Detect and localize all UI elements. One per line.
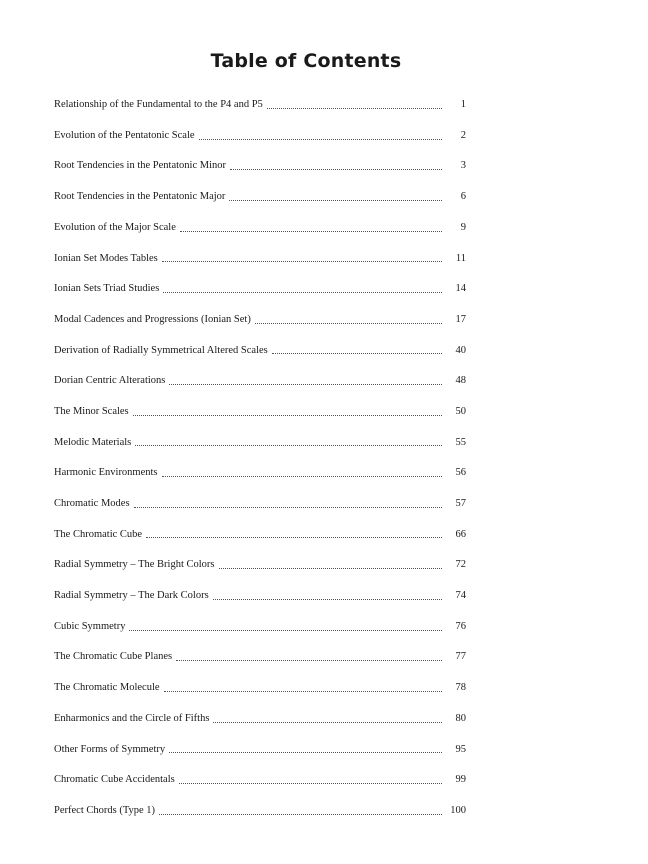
toc-entry (54, 765, 466, 796)
toc-entry (54, 182, 466, 213)
toc-entry-page: 3 (460, 160, 466, 172)
toc-entry-title: Root Tendencies in the Pentatonic Major (54, 191, 226, 203)
toc-entry-page: 6 (460, 191, 466, 203)
toc-entry (54, 428, 466, 459)
toc-entry (54, 489, 466, 520)
toc-entry-title: Derivation of Radially Symmetrical Altered Scales (54, 344, 268, 356)
toc-entry-page: 11 (455, 252, 466, 264)
toc-entry (54, 305, 466, 336)
dot-leader (134, 507, 442, 508)
dot-leader (213, 599, 442, 600)
toc-entry (54, 274, 466, 305)
toc-entry (54, 243, 466, 274)
toc-entry-title: Cubic Symmetry (54, 620, 126, 632)
toc-entry-title: Perfect Chords (Type 1) (54, 804, 156, 816)
toc-entry-page: 74 (455, 590, 466, 602)
toc-entry-page: 1 (460, 99, 466, 111)
toc-entry-page: 76 (455, 620, 466, 632)
toc-entry-page: 100 (450, 804, 466, 816)
toc-entry-page: 56 (455, 467, 466, 479)
toc-entry (54, 550, 466, 581)
toc-entry (54, 612, 466, 643)
toc-entry-page: 80 (455, 712, 466, 724)
dot-leader (179, 783, 442, 784)
dot-leader (159, 814, 442, 815)
toc-entry-title: Radial Symmetry – The Dark Colors (54, 590, 209, 602)
toc-entry-title: Radial Symmetry – The Bright Colors (54, 559, 215, 571)
toc-entry (54, 673, 466, 704)
dot-leader (230, 169, 442, 170)
dot-leader (163, 292, 442, 293)
toc-entry (54, 397, 466, 428)
dot-leader (272, 353, 442, 354)
toc-entry-title: The Chromatic Molecule (54, 682, 160, 694)
dot-leader (162, 261, 442, 262)
dot-leader (169, 384, 442, 385)
page-title: Table of Contents (210, 50, 402, 72)
toc-entry-title: The Chromatic Cube (54, 528, 143, 540)
toc-entry-title: Evolution of the Pentatonic Scale (54, 129, 195, 141)
dot-leader (176, 660, 442, 661)
toc-entry-page: 50 (455, 405, 466, 417)
dot-leader (164, 691, 442, 692)
toc-entry-page: 48 (455, 375, 466, 387)
toc-entry-title: Relationship of the Fundamental to the P4 and P5 (54, 99, 263, 111)
dot-leader (219, 568, 442, 569)
dot-leader (229, 200, 442, 201)
toc-entry (54, 581, 466, 612)
toc-entry-page: 66 (455, 528, 466, 540)
toc-entry (54, 458, 466, 489)
toc-entry-page: 72 (455, 559, 466, 571)
toc-entry-page: 95 (455, 743, 466, 755)
dot-leader (129, 630, 442, 631)
dot-leader (180, 231, 442, 232)
dot-leader (133, 415, 442, 416)
toc-entry-title: Modal Cadences and Progressions (Ionian Set) (54, 313, 251, 325)
toc-entry-page: 9 (460, 221, 466, 233)
dot-leader (135, 445, 442, 446)
toc-entry (54, 151, 466, 182)
toc-entry-title: Harmonic Environments (54, 467, 158, 479)
dot-leader (255, 323, 442, 324)
toc-entry-page: 14 (455, 283, 466, 295)
toc-entry (54, 121, 466, 152)
toc-entry (54, 796, 466, 827)
toc-entry-title: Enharmonics and the Circle of Fifths (54, 712, 210, 724)
toc-entry-page: 2 (460, 129, 466, 141)
toc-entry-page: 40 (455, 344, 466, 356)
toc-entry (54, 734, 466, 765)
toc-entry-title: Ionian Set Modes Tables (54, 252, 158, 264)
toc-entry-title: Evolution of the Major Scale (54, 221, 176, 233)
toc-entry (54, 704, 466, 735)
dot-leader (162, 476, 442, 477)
toc-entry-page: 57 (455, 498, 466, 510)
toc-entry (54, 213, 466, 244)
toc-list (54, 90, 466, 827)
toc-entry-page: 55 (455, 436, 466, 448)
toc-entry (54, 366, 466, 397)
dot-leader (267, 108, 442, 109)
dot-leader (146, 537, 442, 538)
toc-entry-page: 17 (455, 313, 466, 325)
toc-entry-title: Dorian Centric Alterations (54, 375, 166, 387)
toc-entry-page: 78 (455, 682, 466, 694)
toc-entry-page: 99 (455, 774, 466, 786)
dot-leader (169, 752, 442, 753)
toc-entry (54, 520, 466, 551)
dot-leader (213, 722, 442, 723)
toc-entry-title: Other Forms of Symmetry (54, 743, 166, 755)
toc-entry-title: Melodic Materials (54, 436, 132, 448)
toc-entry-title: Root Tendencies in the Pentatonic Minor (54, 160, 226, 172)
toc-entry (54, 90, 466, 121)
toc-entry-title: The Minor Scales (54, 405, 129, 417)
toc-entry-page: 77 (455, 651, 466, 663)
toc-entry (54, 642, 466, 673)
toc-entry (54, 336, 466, 367)
toc-entry-title: The Chromatic Cube Planes (54, 651, 173, 663)
toc-entry-title: Chromatic Modes (54, 498, 130, 510)
toc-entry-title: Chromatic Cube Accidentals (54, 774, 175, 786)
toc-entry-title: Ionian Sets Triad Studies (54, 283, 160, 295)
dot-leader (199, 139, 442, 140)
